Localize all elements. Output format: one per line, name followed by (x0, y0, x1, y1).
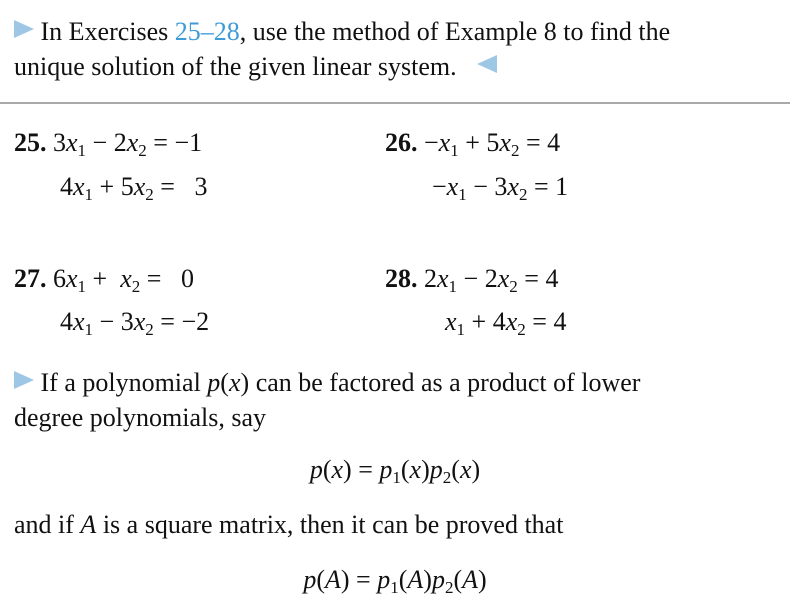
display-equation-px: $p(x) = p_1(x)p_2(x)$ (309, 455, 481, 487)
poly-line-2: degree polynomials, say (14, 403, 266, 432)
exercise-range-link[interactable]: 25–28 (174, 17, 240, 46)
exercise-27-eq2: $4x_1 - 3x_2 = -2$ (60, 307, 210, 339)
triangle-right-icon (14, 20, 34, 38)
display-equation-pa: $p(A) = p_1(A)p_2(A)$ (303, 565, 487, 597)
poly-line-3: and if A is a square matrix, then it can be proved that (14, 510, 564, 539)
exercise-28-eq2: $x_1 + 4x_2 = 4$ (445, 307, 567, 339)
exercise-25: 25. $3x_1 - 2x_2 = -1$ (14, 128, 203, 160)
exercise-26: 26. $-x_1 + 5x_2 = 4$ (385, 128, 561, 160)
intro-line-2: unique solution of the given linear system. (14, 49, 497, 84)
poly-line-1: If a polynomial p(x) can be factored as a product of lower (14, 365, 640, 400)
intro-line-1: In Exercises 25–28, use the method of Example 8 to find the (14, 14, 670, 49)
triangle-left-icon (477, 55, 497, 73)
triangle-right-icon (14, 371, 34, 389)
exercise-27: 27. $6x_1 + x_2 = 0$ (14, 264, 194, 296)
exercise-28: 28. $2x_1 - 2x_2 = 4$ (385, 264, 559, 296)
section-divider (0, 102, 790, 104)
exercise-25-eq2: $4x_1 + 5x_2 = 3$ (60, 172, 208, 204)
exercise-26-eq2: $-x_1 - 3x_2 = 1$ (432, 172, 569, 204)
